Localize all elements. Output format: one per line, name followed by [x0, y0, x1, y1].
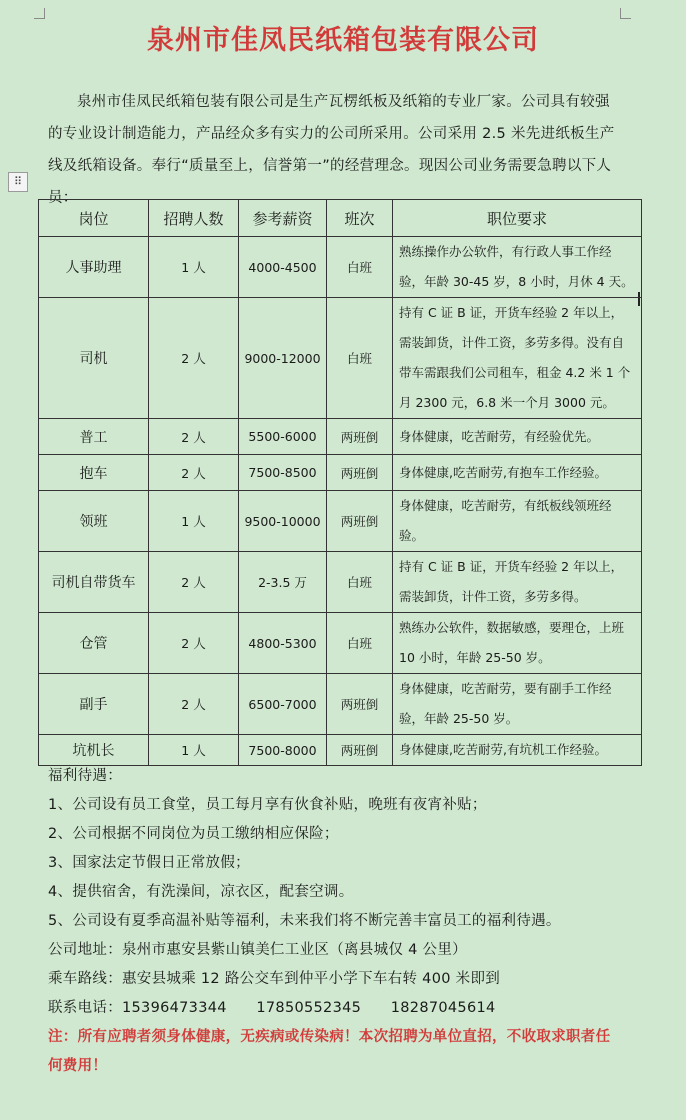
cell-shift: 白班 [327, 552, 393, 613]
table-row [39, 674, 642, 735]
table-row [39, 455, 642, 491]
cell-count: 2 人 [149, 298, 239, 419]
cell-requirement: 熟练操作办公软件，有行政人事工作经验，年龄 30-45 岁，8 小时，月休 4 天。 [393, 237, 642, 298]
cell-salary: 7500-8500 [239, 455, 327, 491]
contact-phone: 联系电话：15396473344 17850552345 18287045614 [48, 1000, 496, 1016]
header-shift: 班次 [327, 200, 393, 237]
table-row [39, 613, 642, 674]
table-row [39, 298, 642, 419]
cell-shift: 两班倒 [327, 455, 393, 491]
welfare-item: 5、公司设有夏季高温补贴等福利，未来我们将不断完善丰富员工的福利待遇。 [48, 913, 561, 929]
cell-count: 2 人 [149, 674, 239, 735]
cell-position: 抱车 [39, 455, 149, 491]
job-table [38, 199, 642, 766]
cell-count: 1 人 [149, 735, 239, 766]
company-title: 泉州市佳凤民纸箱包装有限公司 [147, 25, 539, 56]
cell-shift: 两班倒 [327, 491, 393, 552]
header-requirement: 职位要求 [393, 200, 642, 237]
cell-requirement: 身体健康,吃苦耐劳,有坑机工作经验。 [393, 735, 642, 766]
cell-salary: 9500-10000 [239, 491, 327, 552]
bus-route: 乘车路线：惠安县城乘 12 路公交车到仲平小学下车右转 400 米即到 [48, 971, 501, 987]
table-row [39, 735, 642, 766]
cell-position: 人事助理 [39, 237, 149, 298]
cell-position: 领班 [39, 491, 149, 552]
cell-count: 1 人 [149, 237, 239, 298]
cell-salary: 6500-7000 [239, 674, 327, 735]
cell-salary: 2-3.5 万 [239, 552, 327, 613]
cell-salary: 5500-6000 [239, 419, 327, 455]
notice-text: 注：所有应聘者须身体健康，无疾病或传染病！本次招聘为单位直招，不收取求职者任何费用！ [48, 1029, 611, 1074]
cell-position: 普工 [39, 419, 149, 455]
welfare-heading: 福利待遇： [48, 768, 122, 784]
cell-requirement: 身体健康，吃苦耐劳，有纸板线领班经验。 [393, 491, 642, 552]
cell-shift: 两班倒 [327, 735, 393, 766]
cell-salary: 4000-4500 [239, 237, 327, 298]
cell-shift: 白班 [327, 298, 393, 419]
cell-count: 2 人 [149, 455, 239, 491]
cell-position: 仓管 [39, 613, 149, 674]
cell-shift: 两班倒 [327, 419, 393, 455]
cell-requirement: 熟练办公软件，数据敏感，要理仓，上班 10 小时，年龄 25-50 岁。 [393, 613, 642, 674]
table-header-row [39, 200, 642, 237]
cell-position: 司机自带货车 [39, 552, 149, 613]
cell-salary: 7500-8000 [239, 735, 327, 766]
cell-requirement: 持有 C 证 B 证，开货车经验 2 年以上，需装卸货，计件工资，多劳多得。没有自带车需跟我们公司租车，租金 4.2 米 1 个月 2300 元，6.8 米一个月 3000 元。 [393, 298, 642, 419]
cell-count: 2 人 [149, 552, 239, 613]
table-row [39, 552, 642, 613]
cell-shift: 白班 [327, 237, 393, 298]
table-row [39, 237, 642, 298]
cell-position: 坑机长 [39, 735, 149, 766]
welfare-item: 4、提供宿舍，有洗澡间，凉衣区，配套空调。 [48, 884, 354, 900]
welfare-section [48, 762, 648, 1081]
cell-shift: 两班倒 [327, 674, 393, 735]
cell-requirement: 持有 C 证 B 证，开货车经验 2 年以上，需装卸货，计件工资，多劳多得。 [393, 552, 642, 613]
cell-requirement: 身体健康，吃苦耐劳，要有副手工作经验，年龄 25-50 岁。 [393, 674, 642, 735]
company-address: 公司地址：泉州市惠安县紫山镇美仁工业区（离县城仅 4 公里） [48, 942, 467, 958]
cell-position: 司机 [39, 298, 149, 419]
cell-requirement: 身体健康,吃苦耐劳,有抱车工作经验。 [393, 455, 642, 491]
header-position: 岗位 [39, 200, 149, 237]
cell-salary: 4800-5300 [239, 613, 327, 674]
cell-position: 副手 [39, 674, 149, 735]
cell-shift: 白班 [327, 613, 393, 674]
table-row [39, 419, 642, 455]
cell-requirement: 身体健康，吃苦耐劳，有经验优先。 [393, 419, 642, 455]
cell-count: 2 人 [149, 419, 239, 455]
table-row [39, 491, 642, 552]
welfare-item: 1、公司设有员工食堂，员工每月享有伙食补贴，晚班有夜宵补贴； [48, 797, 487, 813]
intro-paragraph: 泉州市佳凤民纸箱包装有限公司是生产瓦楞纸板及纸箱的专业厂家。公司具有较强的专业设计制造能力，产品经众多有实力的公司所采用。公司采用 2.5 米先进纸板生产线及纸箱设备。奉行“质量至上，信誉第一”的经营理念。现因公司业务需要急聘以下人员： [48, 94, 615, 206]
table-move-handle-icon[interactable]: ⠿ [8, 172, 28, 192]
welfare-item: 2、公司根据不同岗位为员工缴纳相应保险； [48, 826, 339, 842]
header-salary: 参考薪资 [239, 200, 327, 237]
cell-salary: 9000-12000 [239, 298, 327, 419]
cell-count: 1 人 [149, 491, 239, 552]
welfare-item: 3、国家法定节假日正常放假； [48, 855, 250, 871]
header-count: 招聘人数 [149, 200, 239, 237]
cell-count: 2 人 [149, 613, 239, 674]
